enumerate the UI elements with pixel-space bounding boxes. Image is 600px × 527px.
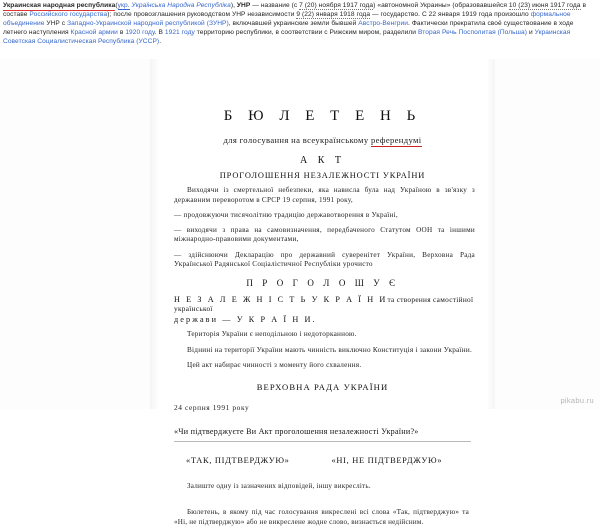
native-language-link[interactable]: укр. <box>117 2 130 9</box>
ballot-subtitle-referendum: референдумі <box>370 135 422 146</box>
lead-segment-5: — государство. С 22 января 1919 года произошло <box>371 11 529 19</box>
lead-segment-1: название (с <box>260 2 298 9</box>
paren-open: ( <box>115 2 118 9</box>
answer-option-yes[interactable]: «ТАК, ПІДТВЕРДЖУЮ» <box>186 456 290 466</box>
date-link-1[interactable]: 7 (20) ноября 1917 года <box>299 2 374 9</box>
link-second-polish-republic[interactable]: Вторая Речь Посполитая (Польша) <box>417 29 528 37</box>
ballot-subtitle-text: для голосування на всеукраїнському <box>223 135 371 146</box>
link-year-1921[interactable]: 1921 году <box>164 29 195 37</box>
ballot-subtitle <box>150 135 495 145</box>
link-russian-state[interactable]: Российского государства <box>29 11 108 19</box>
act-proclaims-heading: П Р О Г О Л О Ш У Є <box>246 278 399 289</box>
act-paragraph-1: Виходячи із смертельної небезпеки, яка нависла була над Україною в зв'язку з державним переворотом в СРСР 19 серпня, 1991 року, <box>174 186 475 204</box>
ballot-scan-image <box>0 59 600 526</box>
lead-segment-2: ) «автономной Украины» (образовавшейся <box>373 2 507 9</box>
lead-segment-12: и <box>528 29 533 37</box>
link-zunr[interactable]: Западно-Украинской народной республикой (ЗУНР) <box>67 20 229 28</box>
lead-segment-3: в составе <box>3 2 587 19</box>
lead-segment-13: . <box>159 38 162 46</box>
act-paragraph-3: — виходячи з права на самовизначення, передбаченого Статутом ООН та іншими міжнародно-правовими документами, <box>174 226 475 244</box>
lead-segment-7: , включавшей украинские земли бывшей <box>228 20 357 28</box>
act-paragraph-5: Територія України є неподільною і недоторканною. <box>187 330 357 339</box>
link-year-1920[interactable]: 1920 году <box>125 29 155 37</box>
answer-option-no[interactable]: «НІ, НЕ ПІДТВЕРДЖУЮ» <box>331 456 443 466</box>
act-paragraph-4: — здійснюючи Декларацію про державний суверенітет України, Верховна Рада Української Радянської Соціалістичної Республіки урочисто <box>174 250 475 269</box>
act-paragraph-6: Віднині на території України мають чинність виключно Конституція і закони України. <box>187 345 473 354</box>
voting-instruction-2: Бюлетень, в якому під час голосування викреслені всі слова «Так, підтверджую» та «Ні, не підтверджую» або не викреслене жодне слово, визнається недійсним. <box>174 508 469 526</box>
voting-instruction-1: Залиште одну із зазначених відповідей, іншу викресліть. <box>187 482 371 491</box>
lead-segment-10: . В <box>154 29 163 37</box>
referendum-question: «Чи підтверджуєте Ви Акт проголошення незалежності України?» <box>174 427 419 437</box>
ballot-paper <box>150 59 495 526</box>
act-heading: А К Т <box>300 155 345 167</box>
link-formal-union[interactable]: формальное объединение <box>3 11 571 28</box>
em-dash: — <box>252 2 259 9</box>
link-red-army[interactable]: Красной армии <box>70 29 118 37</box>
lead-segment-8: . Фактически прекратила своё существование в ходе летнего наступления <box>3 20 574 37</box>
link-austria-hungary[interactable]: Австро-Венгрии <box>358 20 409 28</box>
act-paragraph-2: — продовжуючи тисячолітню традицію державотворення в Україні, <box>174 210 398 219</box>
lead-segment-6: УНР с <box>46 20 66 28</box>
native-name-text: Українська Народна Республіка <box>131 2 231 9</box>
lead-segment-9: в <box>119 29 124 37</box>
article-title-term: Украинская народная республика <box>3 2 116 9</box>
article-abbreviation: УНР <box>236 2 251 9</box>
date-link-2[interactable]: 10 (23) июня 1917 года <box>508 2 581 9</box>
act-signature: ВЕРХОВНА РАДА УКРАЇНИ <box>256 382 389 393</box>
act-paragraph-7: Цей акт набирає чинності з моменту його схвалення. <box>187 360 362 369</box>
divider-rule <box>174 441 471 442</box>
independence-word: Н Е З А Л Е Ж Н І С Т Ь У К Р А Ї Н И <box>174 295 388 305</box>
paren-close: ) <box>230 2 234 9</box>
lead-segment-4: ); после провозглашения руководством УНР независимости <box>107 11 295 19</box>
act-date: 24 серпня 1991 року <box>174 403 250 413</box>
article-lead-paragraph: Украинская народная республика(укр. Українська Народна Республіка), УНР — название (с 7 (20) ноября 1917 года) «автономной Украины» (образовавшейся 10 (23) июня 1917 года в составе Российского государства); после провозглашения руководством УНР независимости 9 (22) января 1918 года — государство. С 22 января 1919 года произошло формальное объединение УНР с Западно-Украинской народной республикой (ЗУНР), включавшей украинские земли бывшей Австро-Венгрии. Фактически прекратила своё существование в ходе летнего наступления Красной армии в 1920 году. В 1921 году территорию республики, в соответствии с Рижским миром, разделили Вторая Речь Посполитая (Польша) и Украинская Советская Социалистическая Республика (УССР). <box>3 2 587 46</box>
act-subheading: ПРОГОЛОШЕННЯ НЕЗАЛЕЖНОСТІ УКРАЇНИ <box>219 171 426 181</box>
date-link-3[interactable]: 9 (22) января 1918 года <box>296 11 371 19</box>
answer-options <box>150 456 495 465</box>
independence-line-2: держави — У К Р А Ї Н И. <box>174 315 317 325</box>
ballot-title: Б Ю Л Е Т Е Н Ь <box>223 108 422 125</box>
link-ukrainian-ssr[interactable]: Украинская Советская Социалистическая Республика (УССР) <box>3 29 571 46</box>
watermark-pikabu: pikabu.ru <box>560 396 594 406</box>
independence-line-1 <box>174 295 475 313</box>
lead-segment-11: территорию республики, в соответствии с Рижским миром, разделили <box>196 29 417 37</box>
independence-line-1-rest: та створення самостійної української <box>174 295 474 314</box>
